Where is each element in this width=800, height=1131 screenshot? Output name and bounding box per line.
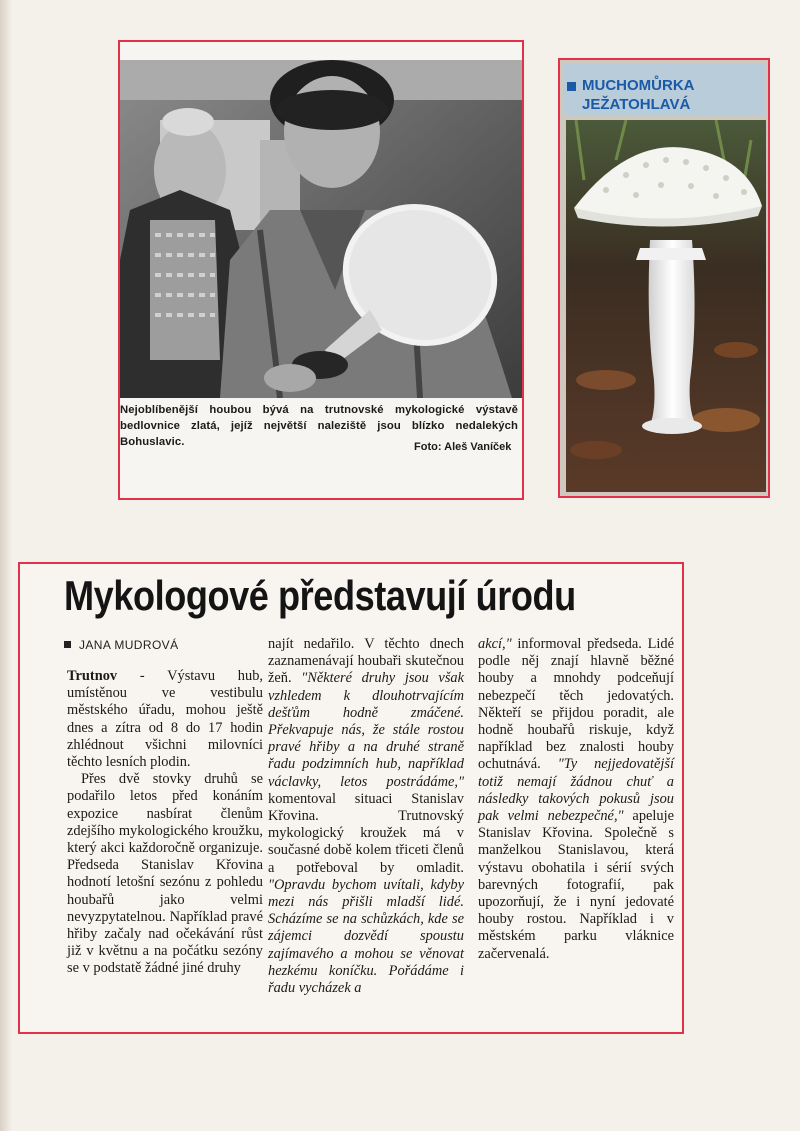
mushroom-photo: [566, 120, 766, 492]
column-2-text-2: komentoval situaci Stanislav Křovina. Trutnovský mykologický kroužek má v současné době kolem třiceti členů a potřeboval by omladit.: [268, 790, 464, 876]
mushroom-title-line2: JEŽATOHLAVÁ: [582, 96, 691, 113]
column-3-text-2: apeluje Stanislav Křovina. Společně s manželkou Stanislavou, která výstavu obohatila i sérií svých barevných fotografií, pak upozorňují, že i nyní jedovaté houby rostou. Například i v městském parku vláknice začervenalá.: [478, 808, 674, 962]
column-2-paragraph: [268, 636, 464, 997]
column-3-text-1: informoval předseda. Lidé podle něj znají hlavně běžné houby a mnohdy podceňují nebezpečí těch jedovatých. Někteří se přijdou poradit, ale hodně houbařů riskuje, když například bez znalosti houby ochutnává.: [478, 636, 674, 773]
column-3-paragraph: [478, 636, 674, 963]
photo-caption: Nejoblíbenější houbou bývá na trutnovské mykologické výstavě bedlovnice zlatá, jejíž největší naleziště jsou blízko nedalekých Bohuslavic.: [120, 404, 518, 448]
exhibition-photo-illustration: [120, 60, 522, 398]
column-1-text-1: - Výstavu hub, umístěnou ve vestibulu městského úřadu, mohou ještě dnes a zítra od 8 do 17 hodin zhlédnout všichni milovníci těchto lesních plodin.: [67, 668, 263, 771]
mushroom-title-line1: MUCHOMŮRKA: [582, 77, 695, 94]
exhibition-photo: [120, 60, 522, 398]
photo-credit: Foto: Aleš Vaníček: [408, 441, 511, 453]
column-1-text-2: Přes dvě stovky druhů se podařilo letos před konáním expozice nasbírat členům zdejšího mykologického kroužku, který akci každoročně organizuje. Předseda Stanislav Křovina hodnotí letošní sezónu z pohledu houbařů jako velmi nevyzpytatelnou. Například pravé hřiby začaly nad očekávání růst již v květnu a na počátku sezóny se v podstatě žádné jiné druhy: [67, 771, 263, 977]
article-headline: Mykologové představují úrodu: [64, 572, 576, 619]
page-edge: [0, 0, 12, 1131]
article-column-2: [268, 636, 464, 997]
column-3-quote-1: akcí,": [478, 636, 512, 652]
article-column-3: [478, 636, 674, 963]
column-2-quote-2: "Opravdu bychom uvítali, kdyby mezi nás přišli mladší lidé. Scházíme se na schůzkách, kde se zájemci dozvědí spoustu zajímavého a mohou se věnovat hezkému koníčku. Pořádáme i řadu vycházek a: [268, 876, 464, 997]
column-2-text-1: najít nedařilo. V těchto dnech zaznamenávají houbaři skutečnou žeň.: [268, 636, 464, 687]
column-1-paragraph-1: [67, 668, 263, 771]
mushroom-title: [582, 76, 762, 114]
article-column-1: [67, 668, 263, 978]
column-2-quote-1: "Některé druhy jsou však vzhledem k dlouhotrvajícím dešťům hodně zmáčené. Překvapuje nás, že stále rostou pravé hřiby a na druhé straně řadu podzimních hub, například václavky, letos postrádáme,": [268, 670, 464, 790]
square-bullet-icon: [567, 82, 576, 91]
dateline: Trutnov: [67, 668, 118, 684]
mushroom-photo-illustration: [566, 120, 766, 492]
byline-author: JANA MUDROVÁ: [79, 638, 179, 652]
column-3-quote-2: "Ty nejjedovatější totiž nemají žádnou chuť a následky takových pokusů jsou pak velmi nebezpečné,": [478, 756, 674, 825]
column-1-paragraph-2: [67, 771, 263, 977]
article-byline: [64, 638, 178, 652]
square-bullet-icon: [64, 641, 71, 648]
